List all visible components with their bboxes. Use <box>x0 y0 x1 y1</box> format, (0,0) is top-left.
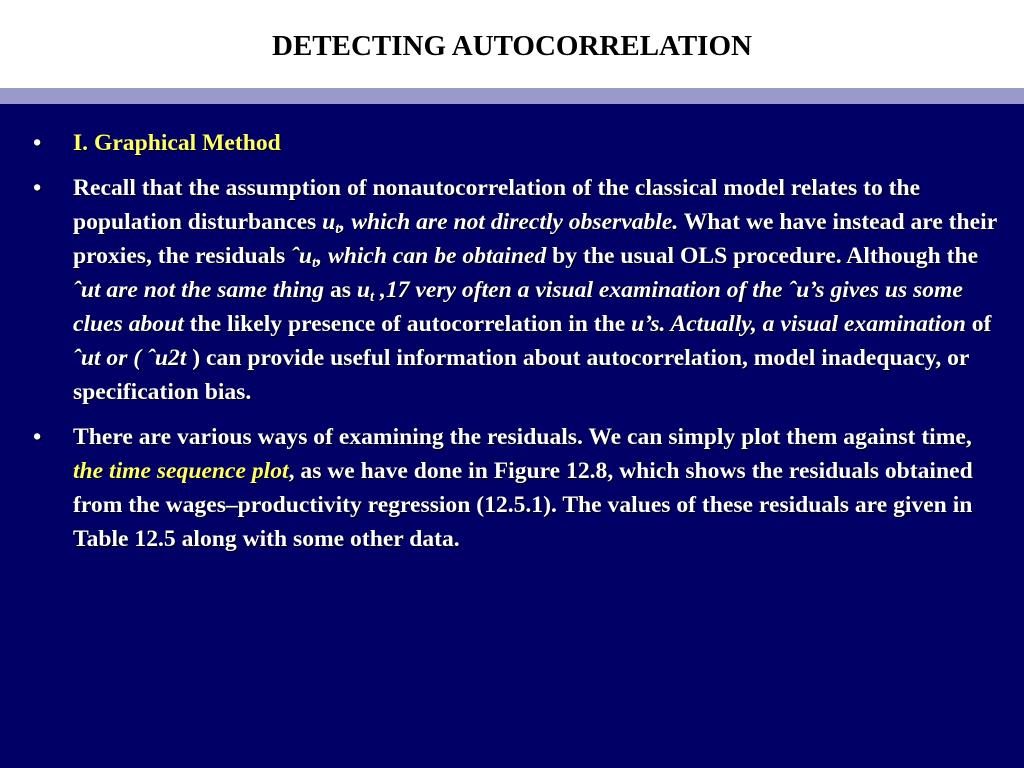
b2-text-12: ˆut or ( ˆu2t <box>73 345 187 371</box>
b2-hat-u: ˆu <box>291 243 313 269</box>
b2-text-9: the likely presence of autocorrelation in the <box>183 311 632 337</box>
b3-text-3: , as we have done in Figure 12.8, which shows the residuals obtained from the wages–productivity regression (12.5.1). The values of these residuals are given in Table 12.5 along with some other data. <box>73 458 973 552</box>
b2-u: u <box>322 209 336 235</box>
title-bar <box>0 0 1024 88</box>
b2-text-7: as <box>324 277 357 303</box>
b2-text-4: , which can be obtained <box>316 243 547 269</box>
b2-u-sub: t <box>335 221 340 237</box>
b2-hat-u-sub: t <box>312 255 317 271</box>
bullet-graphical-method <box>0 126 1000 160</box>
graphical-method-heading: I. Graphical Method <box>73 130 281 156</box>
bullet-recall-assumption <box>0 171 1000 409</box>
b2-text-13: ) can provide useful information about autocorrelation, model inadequacy, or specification bias. <box>73 345 969 405</box>
b2-text-11: of <box>965 311 992 337</box>
b2-text-2: , which are not directly observable. <box>339 209 679 235</box>
bullet-dot: • <box>33 130 42 156</box>
bullet-list <box>0 126 1000 567</box>
bullet-dot: • <box>33 424 42 450</box>
bullet-dot: • <box>33 175 42 201</box>
b2-text-8: ,17 very often a visual examination of the ˆu’s gives us some clues about <box>73 277 963 337</box>
title-divider <box>0 88 1024 104</box>
slide-body <box>0 104 1024 768</box>
b2-text-3: What we have instead are their proxies, the residuals <box>73 209 997 269</box>
b2-text-1: Recall that the assumption of nonautocorrelation of the classical model relates to the population disturbances <box>73 175 921 235</box>
b3-text-1: There are various ways of examining the residuals. We can simply plot them against time, <box>73 424 972 450</box>
bullet-examining-residuals <box>0 420 1000 556</box>
b2-u2-sub: t <box>369 289 375 305</box>
b2-text-5: by the usual OLS procedure. Although the <box>546 243 979 269</box>
b2-text-10: u’s. Actually, a visual examination <box>631 311 966 337</box>
slide-title: DETECTING AUTOCORRELATION <box>272 30 752 62</box>
time-sequence-plot-term: the time sequence plot <box>73 458 289 484</box>
b2-u2: u <box>356 277 370 303</box>
b2-text-6: ˆut are not the same thing <box>73 277 325 303</box>
